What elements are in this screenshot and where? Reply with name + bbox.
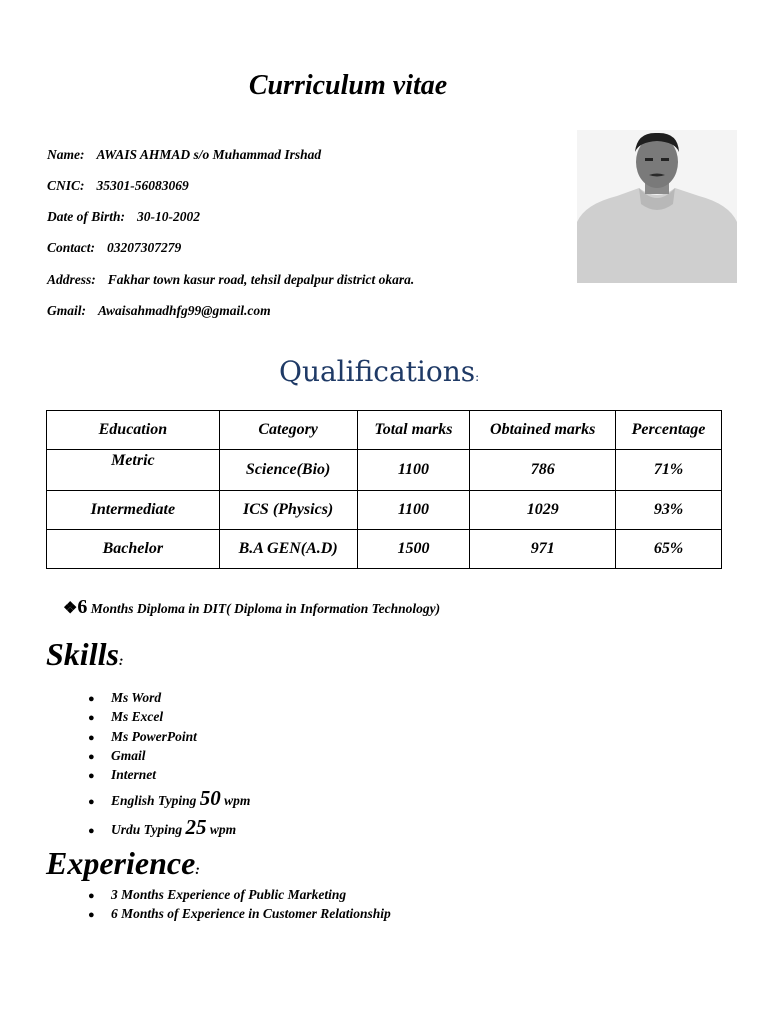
- bullet-icon: ●: [88, 890, 95, 902]
- skill-text: Gmail: [111, 748, 146, 763]
- heading-colon: :: [475, 370, 480, 384]
- profile-photo: [577, 130, 737, 283]
- table-cell: B.A GEN(A.D): [219, 530, 357, 569]
- info-value: 30-10-2002: [137, 209, 201, 224]
- table-row: [47, 450, 722, 491]
- diploma-line: [63, 596, 440, 619]
- info-cnic: [47, 178, 189, 194]
- skill-text: Ms Excel: [111, 709, 164, 724]
- typing-unit: wpm: [224, 793, 251, 808]
- person-silhouette-icon: [577, 130, 737, 283]
- heading-colon: :: [195, 863, 200, 878]
- info-value: AWAIS AHMAD s/o Muhammad Irshad: [96, 147, 322, 162]
- skill-text: Ms PowerPoint: [111, 729, 197, 744]
- info-value: 03207307279: [107, 240, 182, 255]
- table-cell: 1500: [357, 530, 470, 569]
- list-item: [88, 709, 163, 725]
- list-item: [88, 786, 250, 811]
- skill-text: Urdu Typing: [111, 822, 183, 837]
- info-address: [47, 272, 414, 288]
- list-item: [88, 887, 346, 903]
- bullet-icon: ●: [88, 712, 95, 724]
- table-cell: Bachelor: [47, 530, 220, 569]
- info-label: Name:: [47, 147, 85, 162]
- experience-heading-text: Experience: [46, 845, 196, 881]
- bullet-icon: ●: [88, 796, 95, 808]
- skill-text: Ms Word: [111, 690, 162, 705]
- info-dob: [47, 209, 200, 225]
- table-header-row: [47, 411, 722, 450]
- header-cell: Obtained marks: [470, 411, 616, 450]
- bullet-icon: ●: [88, 825, 95, 837]
- skill-text: Internet: [111, 767, 157, 782]
- info-label: CNIC:: [47, 178, 85, 193]
- table-cell: 786: [470, 450, 616, 491]
- table-cell: ICS (Physics): [219, 491, 357, 530]
- table-cell: 1029: [470, 491, 616, 530]
- table-cell: 93%: [616, 491, 722, 530]
- skills-heading: [46, 636, 124, 673]
- table-cell: 1100: [357, 491, 470, 530]
- info-label: Date of Birth:: [47, 209, 126, 224]
- diamond-bullet-icon: ❖: [63, 600, 78, 617]
- info-gmail: [47, 303, 271, 319]
- header-cell: Category: [219, 411, 357, 450]
- diploma-number: 6: [77, 596, 88, 618]
- header-cell: Education: [47, 411, 220, 450]
- bullet-icon: ●: [88, 732, 95, 744]
- bullet-icon: ●: [88, 909, 95, 921]
- bullet-icon: ●: [88, 693, 95, 705]
- info-label: Gmail:: [47, 303, 86, 318]
- skills-heading-text: Skills: [46, 636, 119, 672]
- table-row: [47, 491, 722, 530]
- bullet-icon: ●: [88, 751, 95, 763]
- table-cell: 65%: [616, 530, 722, 569]
- info-contact: [47, 240, 181, 256]
- table-cell: 971: [470, 530, 616, 569]
- info-value: 35301-56083069: [96, 178, 189, 193]
- table-cell: Intermediate: [47, 491, 220, 530]
- info-value: Fakhar town kasur road, tehsil depalpur district okara.: [107, 272, 415, 287]
- table-cell: 71%: [616, 450, 722, 491]
- bullet-icon: ●: [88, 770, 95, 782]
- experience-text: 6 Months of Experience in Customer Relationship: [111, 906, 391, 921]
- info-value: Awaisahmadhfg99@gmail.com: [98, 303, 271, 318]
- header-cell: Total marks: [357, 411, 470, 450]
- list-item: [88, 906, 391, 922]
- list-item: [88, 690, 161, 706]
- table-cell: 1100: [357, 450, 470, 491]
- typing-unit: wpm: [209, 822, 237, 837]
- list-item: [88, 748, 146, 764]
- info-name: [47, 147, 321, 163]
- qualifications-heading: [279, 355, 479, 388]
- table-cell: Metric: [47, 450, 220, 491]
- header-cell: Percentage: [616, 411, 722, 450]
- list-item: [88, 729, 197, 745]
- list-item: [88, 767, 156, 783]
- typing-speed: 25: [185, 815, 207, 839]
- info-label: Contact:: [47, 240, 96, 255]
- table-row: [47, 530, 722, 569]
- info-label: Address:: [47, 272, 96, 287]
- experience-heading: [46, 845, 200, 882]
- table-cell: Science(Bio): [219, 450, 357, 491]
- skill-text: English Typing: [111, 793, 197, 808]
- qualifications-table: [46, 410, 722, 569]
- heading-colon: :: [118, 654, 124, 669]
- list-item: [88, 815, 236, 840]
- typing-speed: 50: [199, 786, 221, 810]
- page-title: Curriculum vitae: [248, 70, 448, 101]
- experience-text: 3 Months Experience of Public Marketing: [111, 887, 347, 902]
- qualifications-heading-text: Qualifications: [279, 355, 476, 388]
- diploma-text: Months Diploma in DIT( Diploma in Information Technology): [90, 601, 441, 616]
